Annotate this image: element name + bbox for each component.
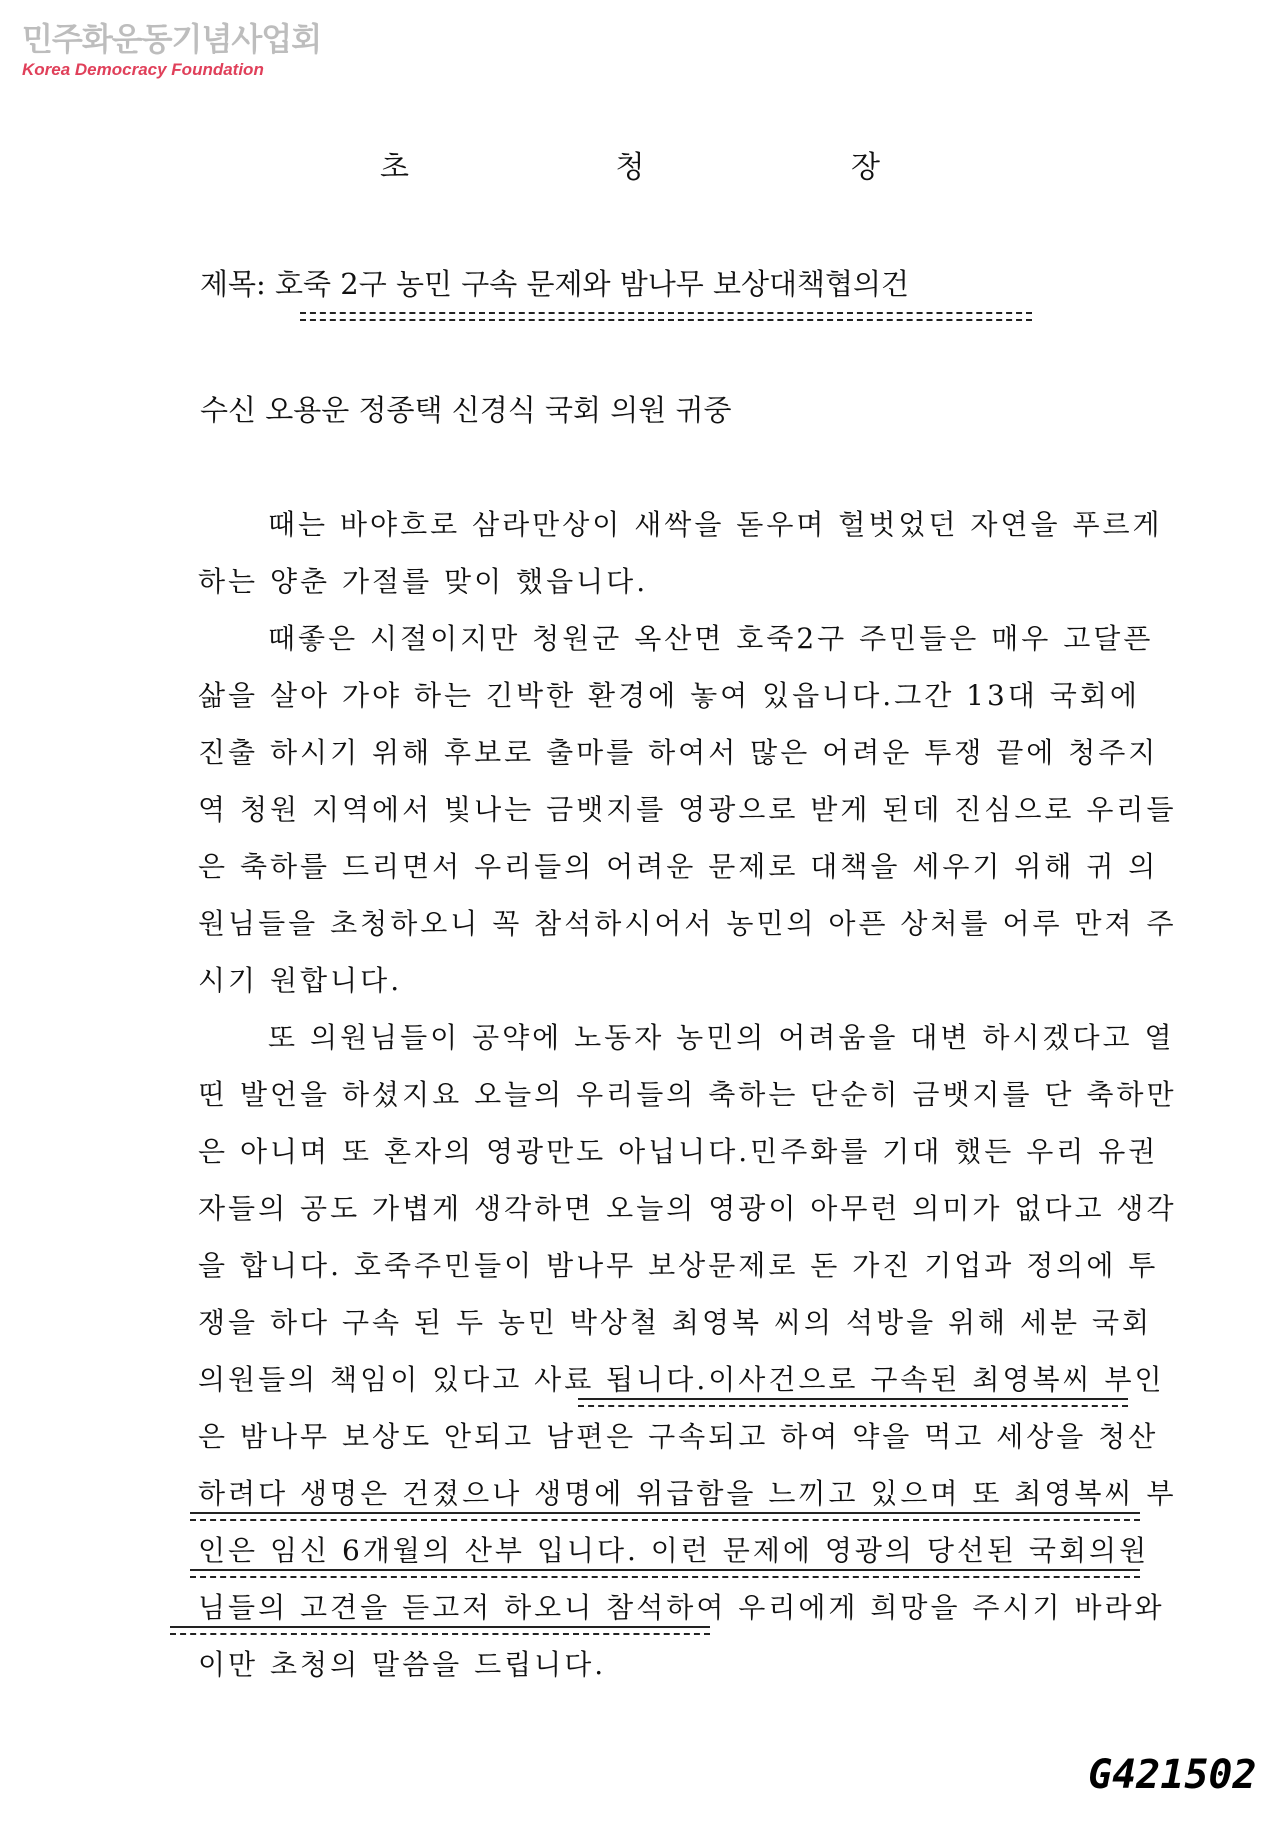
subject-line: 제목: 호죽 2구 농민 구속 문제와 밤나무 보상대책협의건	[200, 267, 910, 301]
letter-body	[198, 496, 1178, 1693]
title-char-3: 장	[851, 150, 880, 185]
title-char-2: 청	[615, 150, 645, 185]
paragraph-2: 때좋은 시절이지만 청원군 옥산면 호죽2구 주민들은 매우 고달픈 삶을 살아 가야 하는 긴박한 환경에 놓여 있읍니다.그간 13대 국회에 진출 하시기 위해 후보로 출마를 하여서 많은 어려운 투쟁 끝에 청주지역 청원 지역에서 빛나는 금뱃지를 영광으로 받게 된데 진심으로 우리들은 축하를 드리면서 우리들의 어려운 문제로 대책을 세우기 위해 귀 의원님들을 초청하오니 꼭 참석하시어서 농민의 아픈 상처를 어루 만져 주시기 원합니다.	[198, 622, 1177, 997]
handwritten-code: G421502	[1088, 1752, 1257, 1798]
watermark-korean: 민주화운동기념사업회	[22, 20, 322, 58]
watermark-logo	[22, 20, 321, 80]
paragraph-1: 때는 바야흐로 삼라만상이 새싹을 돋우며 헐벗었던 자연을 푸르게 하는 양춘 가절를 맞이 했읍니다.	[198, 508, 1163, 598]
document-title	[380, 148, 880, 188]
recipient-line: 수신 오용운 정종택 신경식 국회 의원 귀중	[200, 393, 732, 427]
watermark-english: Korea Democracy Foundation	[22, 60, 264, 79]
subject-underline	[300, 312, 1032, 321]
paragraph-3: 또 의원님들이 공약에 노동자 농민의 어려움을 대변 하시겠다고 열띤 발언을 하셨지요 오늘의 우리들의 축하는 단순히 금뱃지를 단 축하만은 아니며 또 혼자의 영광만도 아닙니다.민주화를 기대 했든 우리 유권자들의 공도 가볍게 생각하면 오늘의 영광이 아무런 의미가 없다고 생각을 합니다. 호죽주민들이 밤나무 보상문제로 돈 가진 기업과 정의에 투쟁을 하다 구속 된 두 농민 박상철 최영복 씨의 석방을 위해 세분 국회 의원들의 책임이 있다고 사료 됩니다.이사건으로 구속된 최영복씨 부인은 밤나무 보상도 안되고 남편은 구속되고 하여 약을 먹고 세상을 청산 하려다 생명은 건졌으나 생명에 위급함을 느끼고 있으며 또 최영복씨 부인은 임신 6개월의 산부 입니다. 이런 문제에 영광의 당선된 국회의원 님들의 고견을 듣고저 하오니 참석하여 우리에게 희망을 주시기 바라와 이만 초청의 말씀을 드립니다.	[198, 1021, 1177, 1681]
title-char-1: 초	[380, 150, 409, 185]
